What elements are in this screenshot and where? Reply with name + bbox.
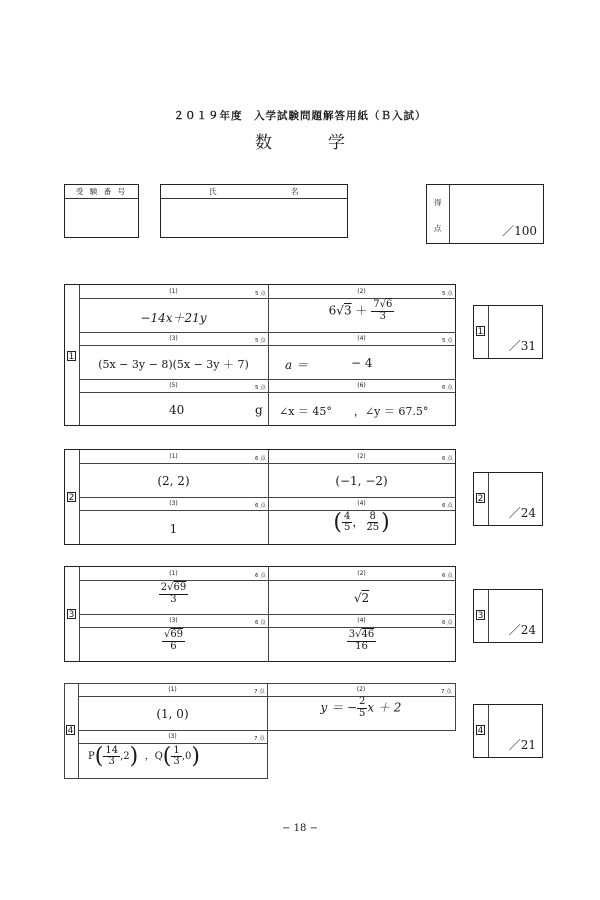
q4-pts-1: 7 点 bbox=[254, 689, 265, 695]
q1-answer-4: − 4 bbox=[351, 356, 373, 370]
q1-answer-5: 40 bbox=[169, 403, 185, 417]
q3-a4-coef: 3 bbox=[348, 629, 356, 640]
q3-a1-frac bbox=[159, 583, 188, 605]
q1-a2-numrt: 6 bbox=[385, 299, 393, 310]
sqrt-icon: √ bbox=[379, 299, 386, 310]
q3-a3-den: 6 bbox=[170, 640, 177, 652]
q3-number: 3 bbox=[68, 610, 75, 620]
q1-a2-frac bbox=[371, 300, 394, 322]
q4-a3-qd: 3 bbox=[173, 756, 180, 767]
sqrt-icon: √ bbox=[353, 591, 362, 605]
q1-pts-4: 5 点 bbox=[442, 338, 453, 344]
q3-block bbox=[64, 566, 456, 662]
q4-score: ／21 bbox=[508, 738, 536, 752]
q3-a1-den: 3 bbox=[170, 593, 177, 605]
left-paren-icon: ( bbox=[94, 744, 104, 769]
q4-a3-qfrac bbox=[171, 746, 181, 768]
q3-answer-4 bbox=[268, 630, 455, 652]
q4-a3-pfrac bbox=[103, 746, 120, 768]
q3-answer-1 bbox=[79, 583, 268, 605]
q4-a3-pn: 14 bbox=[105, 744, 119, 756]
q4-a2-pre: y ＝ − bbox=[320, 700, 358, 715]
q1-a2-numcoef: 7 bbox=[373, 299, 380, 310]
q4-a3-pd: 3 bbox=[108, 756, 115, 767]
q1-sub-5: (5) bbox=[169, 382, 178, 389]
exam-number-label: 受 験 番 号 bbox=[65, 185, 138, 199]
q1-number: 1 bbox=[68, 352, 75, 362]
sqrt-icon: √ bbox=[355, 629, 362, 640]
q1-answer-3: (5x − 3y − 8)(5x − 3y ＋ 7) bbox=[98, 358, 249, 371]
q1-a2-den: 3 bbox=[379, 310, 386, 322]
q2-pts-4: 6 点 bbox=[442, 503, 453, 509]
q2-pts-1: 6 点 bbox=[255, 456, 266, 462]
q3-pts-4: 6 点 bbox=[442, 620, 453, 626]
q1-sub-3: (3) bbox=[169, 335, 178, 342]
q1-sub-6: (6) bbox=[357, 382, 366, 389]
q1-unit-5: g bbox=[255, 403, 263, 417]
q2-sub-3: (3) bbox=[169, 500, 178, 507]
q2-block bbox=[64, 449, 456, 545]
right-paren-icon: ) bbox=[191, 744, 200, 769]
q2-pts-3: 6 点 bbox=[255, 503, 266, 509]
right-paren-icon: ) bbox=[381, 510, 390, 535]
q1-answer-2 bbox=[268, 300, 455, 322]
q2-sub-1: (1) bbox=[169, 453, 178, 460]
q2-answer-3: 1 bbox=[169, 522, 178, 536]
q2-a4-frac1 bbox=[342, 512, 352, 534]
q4-a2-frac bbox=[357, 697, 367, 719]
score-label-1: 得 bbox=[434, 198, 444, 207]
name-box bbox=[160, 184, 348, 238]
q1-sub-2: (2) bbox=[357, 288, 366, 295]
q3-pts-3: 6 点 bbox=[255, 620, 266, 626]
q2-answer-1: (2, 2) bbox=[157, 474, 190, 488]
q4-answer-3: P( $\frac{14}{3}$ ,2) ，Q( $\frac{1}{3}$ ,0) bbox=[88, 744, 200, 769]
q4-a3-qn: 1 bbox=[173, 744, 180, 756]
sheet-title: ２０１９年度 入学試験問題解答用紙（Ｂ入試） bbox=[173, 110, 427, 122]
q3-sub-4: (4) bbox=[357, 617, 366, 624]
q2-sub-4: (4) bbox=[357, 500, 366, 507]
q4-answer-2 bbox=[267, 697, 455, 719]
q3-a1-rt: 69 bbox=[173, 582, 187, 593]
q3-a3-frac bbox=[162, 630, 185, 652]
q3-a4-frac bbox=[347, 630, 376, 652]
exam-number-box bbox=[64, 184, 139, 238]
q1-a2-plus: ＋ bbox=[351, 303, 372, 318]
q3-a1-coef: 2 bbox=[160, 582, 168, 593]
q1-score-box bbox=[473, 305, 543, 359]
q3-pts-2: 6 点 bbox=[442, 573, 453, 579]
q4-score-box bbox=[473, 704, 543, 758]
exam-number-field[interactable] bbox=[65, 199, 138, 237]
q3-a4-rt: 46 bbox=[361, 629, 375, 640]
q1-label-4: a ＝ bbox=[285, 358, 308, 372]
q4-pts-3: 7 点 bbox=[254, 736, 265, 742]
q3-sub-3: (3) bbox=[169, 617, 178, 624]
q4-a2-den: 5 bbox=[359, 707, 366, 719]
q4-a3-q: ，Q bbox=[144, 751, 163, 762]
q1-answer-1: −14x＋21y bbox=[140, 311, 207, 325]
q2-a4-frac2 bbox=[364, 512, 381, 534]
q2-a4-d2: 25 bbox=[366, 522, 380, 533]
right-paren-icon: ) bbox=[129, 744, 139, 769]
name-field[interactable] bbox=[161, 199, 347, 237]
q1-score-number: 1 bbox=[477, 327, 484, 337]
q4-score-number: 4 bbox=[477, 726, 484, 736]
q4-answer-1: (1, 0) bbox=[156, 707, 189, 721]
q3-pts-1: 6 点 bbox=[255, 573, 266, 579]
q3-answer-2 bbox=[268, 591, 455, 605]
q2-a4-d1: 5 bbox=[343, 522, 351, 533]
q3-sub-1: (1) bbox=[169, 570, 178, 577]
q4-a3-qy: 0 bbox=[184, 751, 192, 762]
q2-answer-2: (−1, −2) bbox=[335, 474, 388, 488]
left-paren-icon: ( bbox=[162, 744, 172, 769]
q4-a3-p: P bbox=[88, 751, 95, 762]
q1-pts-3: 5 点 bbox=[255, 338, 266, 344]
q1-pts-2: 5 点 bbox=[442, 291, 453, 297]
q4-sub-2: (2) bbox=[356, 686, 366, 693]
q2-score-number: 2 bbox=[477, 494, 484, 504]
q1-sub-4: (4) bbox=[357, 335, 366, 342]
q2-pts-2: 6 点 bbox=[442, 456, 453, 462]
q4-block bbox=[64, 683, 456, 779]
q3-score-number: 3 bbox=[477, 611, 484, 621]
q2-a4-n1: 4 bbox=[343, 510, 351, 522]
q1-a2-pre: 6 bbox=[328, 303, 337, 318]
subject-title: 数学 bbox=[255, 133, 401, 153]
q4-a2-num: 2 bbox=[359, 696, 366, 707]
total-score-box bbox=[426, 184, 544, 244]
left-paren-icon: ( bbox=[333, 510, 342, 535]
sqrt-icon: √ bbox=[336, 303, 344, 318]
q2-a4-comma: ， bbox=[352, 515, 365, 529]
q2-a4-n2: 8 bbox=[369, 510, 376, 522]
q2-score-box bbox=[473, 472, 543, 526]
q3-a2-rt: 2 bbox=[361, 591, 370, 605]
q3-score-box bbox=[473, 589, 543, 643]
q1-block bbox=[64, 284, 456, 426]
name-label-2: 名 bbox=[291, 187, 301, 196]
name-label-row bbox=[161, 185, 347, 199]
q1-answer-6: ∠x ＝ 45° ，∠y ＝ 67.5° bbox=[279, 405, 429, 418]
sqrt-icon: √ bbox=[167, 582, 174, 593]
q4-number: 4 bbox=[67, 726, 74, 736]
q1-a2-rt: 3 bbox=[343, 303, 352, 318]
q2-sub-2: (2) bbox=[357, 453, 366, 460]
sqrt-icon: √ bbox=[163, 629, 171, 640]
total-score: ／100 bbox=[502, 224, 537, 238]
q4-pts-2: 7 点 bbox=[441, 689, 452, 695]
score-label-2: 点 bbox=[434, 224, 444, 233]
q3-a3-rt: 69 bbox=[170, 629, 184, 640]
q1-sub-1: (1) bbox=[169, 288, 178, 295]
q1-pts-6: 6 点 bbox=[442, 385, 453, 391]
q4-a3-py: 2 bbox=[123, 751, 130, 762]
q3-sub-2: (2) bbox=[357, 570, 366, 577]
q2-score: ／24 bbox=[508, 506, 536, 520]
q2-number: 2 bbox=[68, 493, 75, 503]
name-label-1: 氏 bbox=[209, 187, 219, 196]
q1-pts-1: 5 点 bbox=[255, 291, 266, 297]
q4-sub-1: (1) bbox=[168, 686, 177, 693]
q4-a2-post: x ＋ 2 bbox=[367, 700, 402, 715]
q2-answer-4 bbox=[268, 510, 455, 535]
q3-answer-3 bbox=[79, 630, 268, 652]
q3-score: ／24 bbox=[508, 623, 536, 637]
q3-a4-den: 16 bbox=[355, 640, 368, 652]
q1-pts-5: 5 点 bbox=[255, 385, 266, 391]
q4-sub-3: (3) bbox=[168, 733, 177, 740]
page-number: − 18 − bbox=[282, 823, 318, 834]
q1-score: ／31 bbox=[508, 339, 536, 353]
